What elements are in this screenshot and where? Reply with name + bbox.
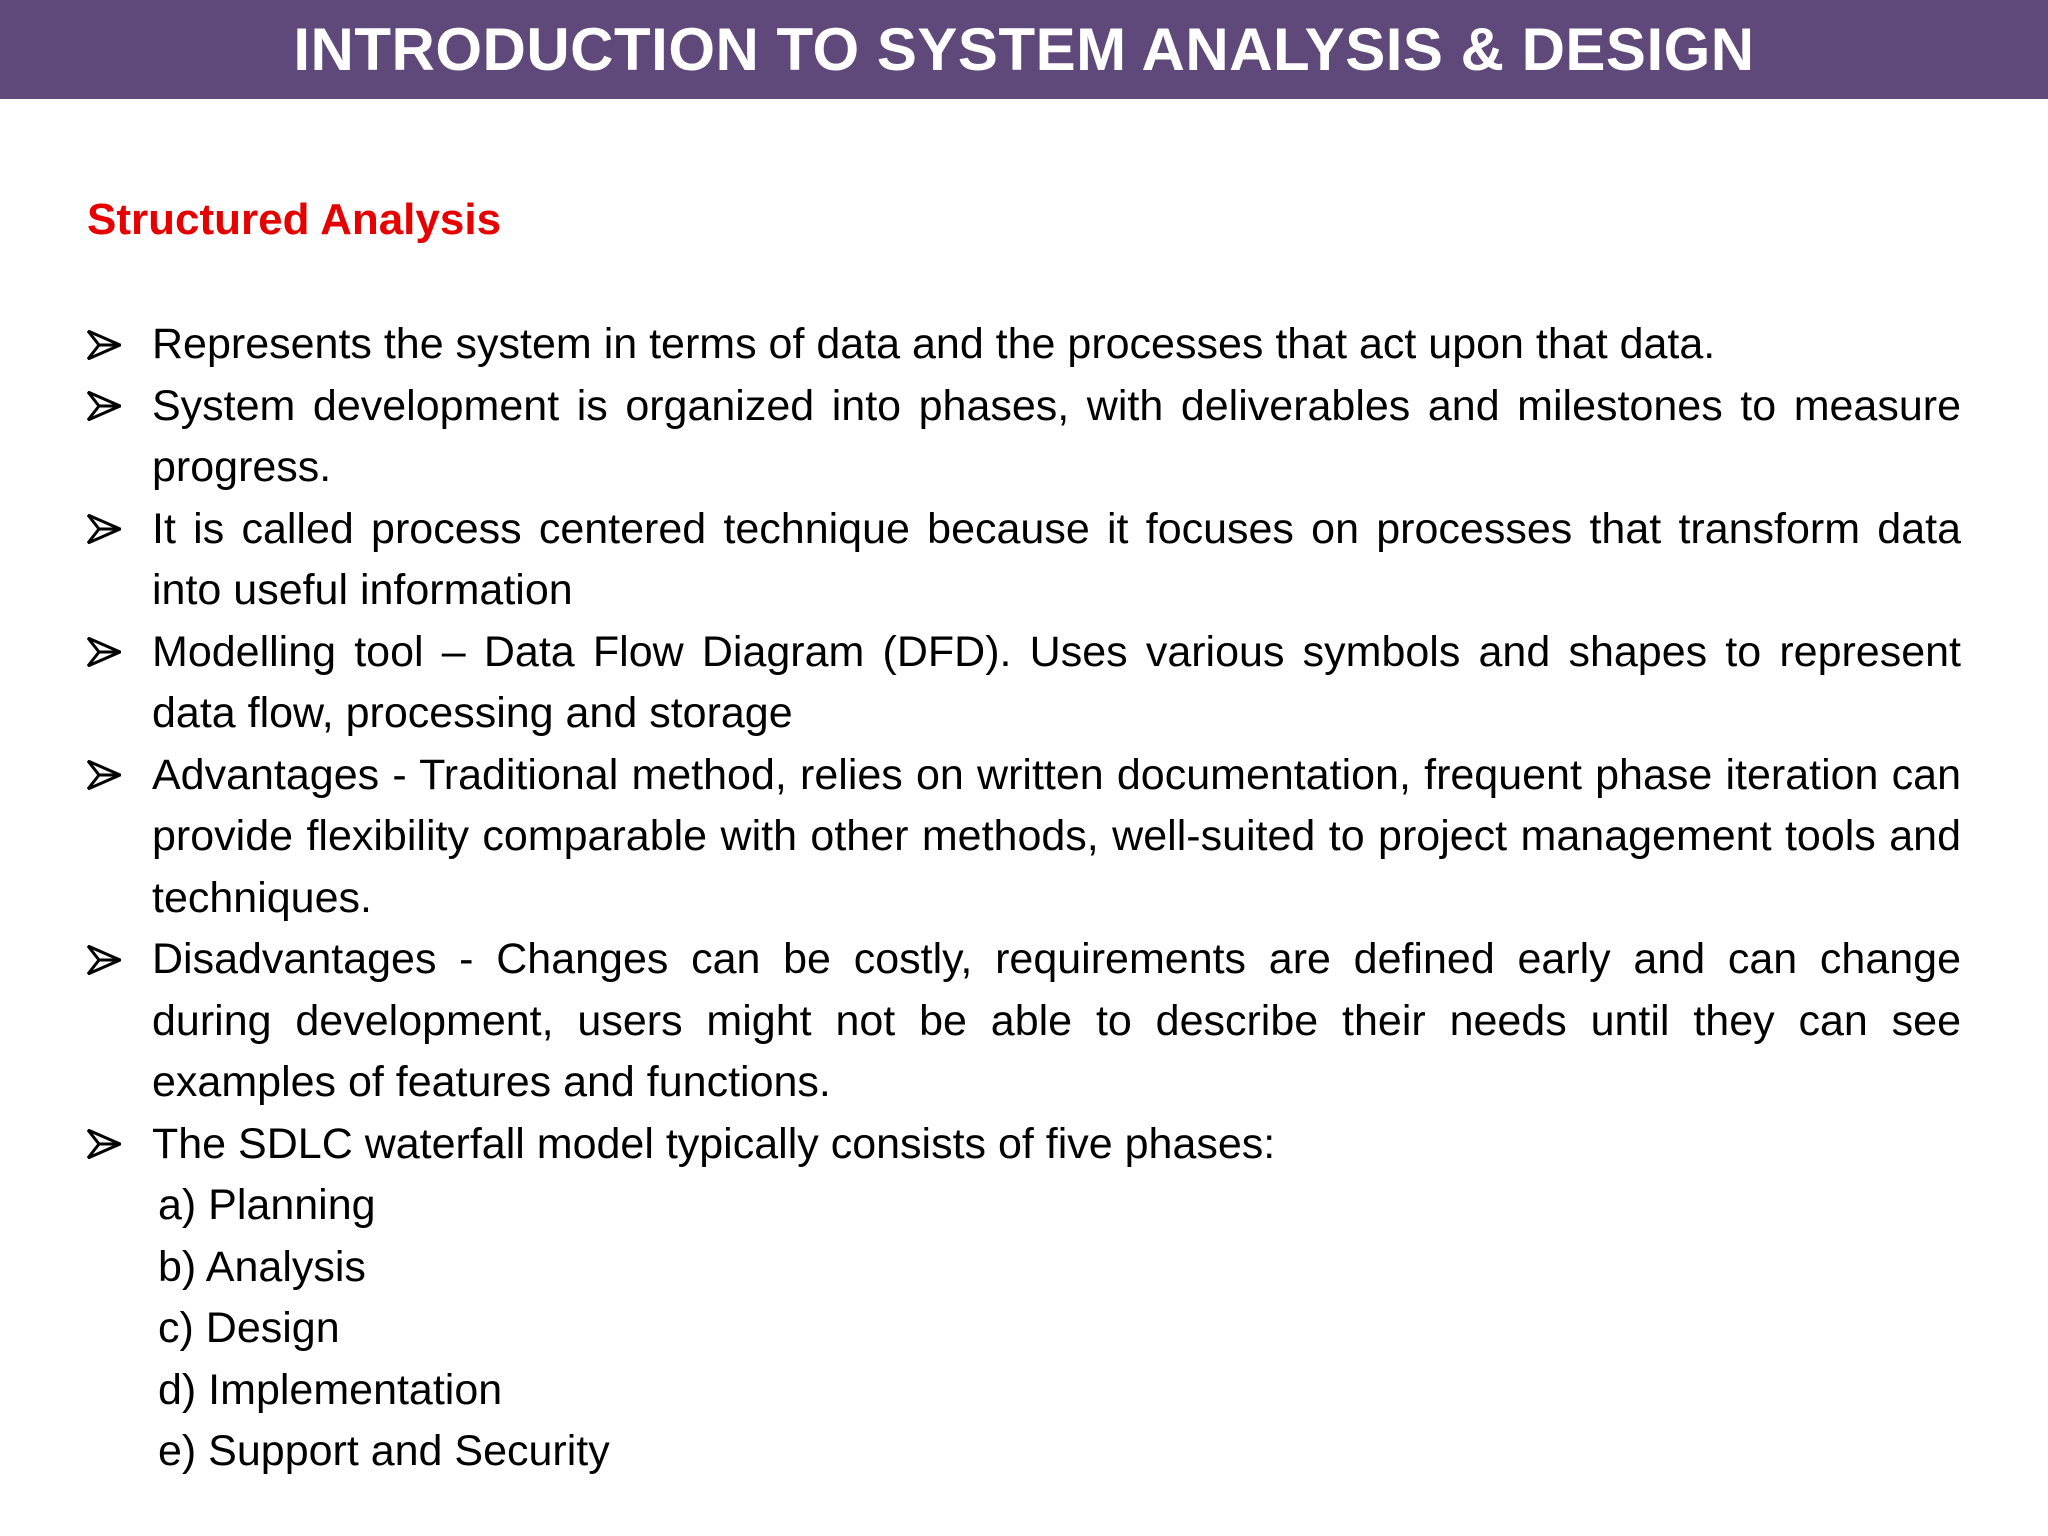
arrow-bullet-icon [87, 376, 127, 438]
bullet-text: System development is organized into phases, with deliverables and milestones to measure progress. [152, 381, 1961, 491]
title-bar [0, 0, 2048, 99]
arrow-bullet-icon [87, 499, 127, 561]
slide-title: INTRODUCTION TO SYSTEM ANALYSIS & DESIGN [293, 16, 1755, 83]
arrow-bullet-icon [87, 1114, 127, 1176]
phase-item-implementation: d) Implementation [158, 1365, 503, 1414]
phase-item-design: c) Design [158, 1304, 340, 1352]
bullet-item [87, 499, 1961, 622]
bullet-item [87, 1114, 1961, 1483]
phase-item-support-security: e) Support and Security [158, 1427, 610, 1475]
bullet-item [87, 622, 1961, 745]
bullet-text: It is called process centered technique because it focuses on processes that transform data into useful information [152, 504, 1961, 614]
bullet-text: Disadvantages - Changes can be costly, requirements are defined early and can change during development, users might not be able to describe their needs until they can see examples of features and functions. [152, 935, 1961, 1106]
phase-list [152, 1175, 1961, 1483]
bullet-item [87, 376, 1961, 499]
bullet-text: Advantages - Traditional method, relies on written documentation, frequent phase iteration can provide flexibility comparable with other methods, well-suited to project management tools and techniques. [152, 750, 1961, 922]
bullet-list [87, 314, 1961, 1483]
arrow-bullet-icon [87, 622, 127, 684]
bullet-text: Modelling tool – Data Flow Diagram (DFD). Uses various symbols and shapes to represent data flow, processing and storage [152, 627, 1961, 737]
bullet-text: The SDLC waterfall model typically consists of five phases: [152, 1119, 1276, 1168]
bullet-text: Represents the system in terms of data and the processes that act upon that data. [152, 320, 1716, 368]
arrow-bullet-icon [87, 929, 127, 991]
arrow-bullet-icon [87, 314, 127, 376]
phase-item-analysis: b) Analysis [158, 1242, 366, 1291]
section-heading: Structured Analysis [87, 195, 502, 244]
bullet-item [87, 745, 1961, 930]
bullet-item [87, 314, 1961, 376]
bullet-item [87, 929, 1961, 1114]
phase-item-planning: a) Planning [158, 1181, 376, 1229]
arrow-bullet-icon [87, 745, 127, 807]
